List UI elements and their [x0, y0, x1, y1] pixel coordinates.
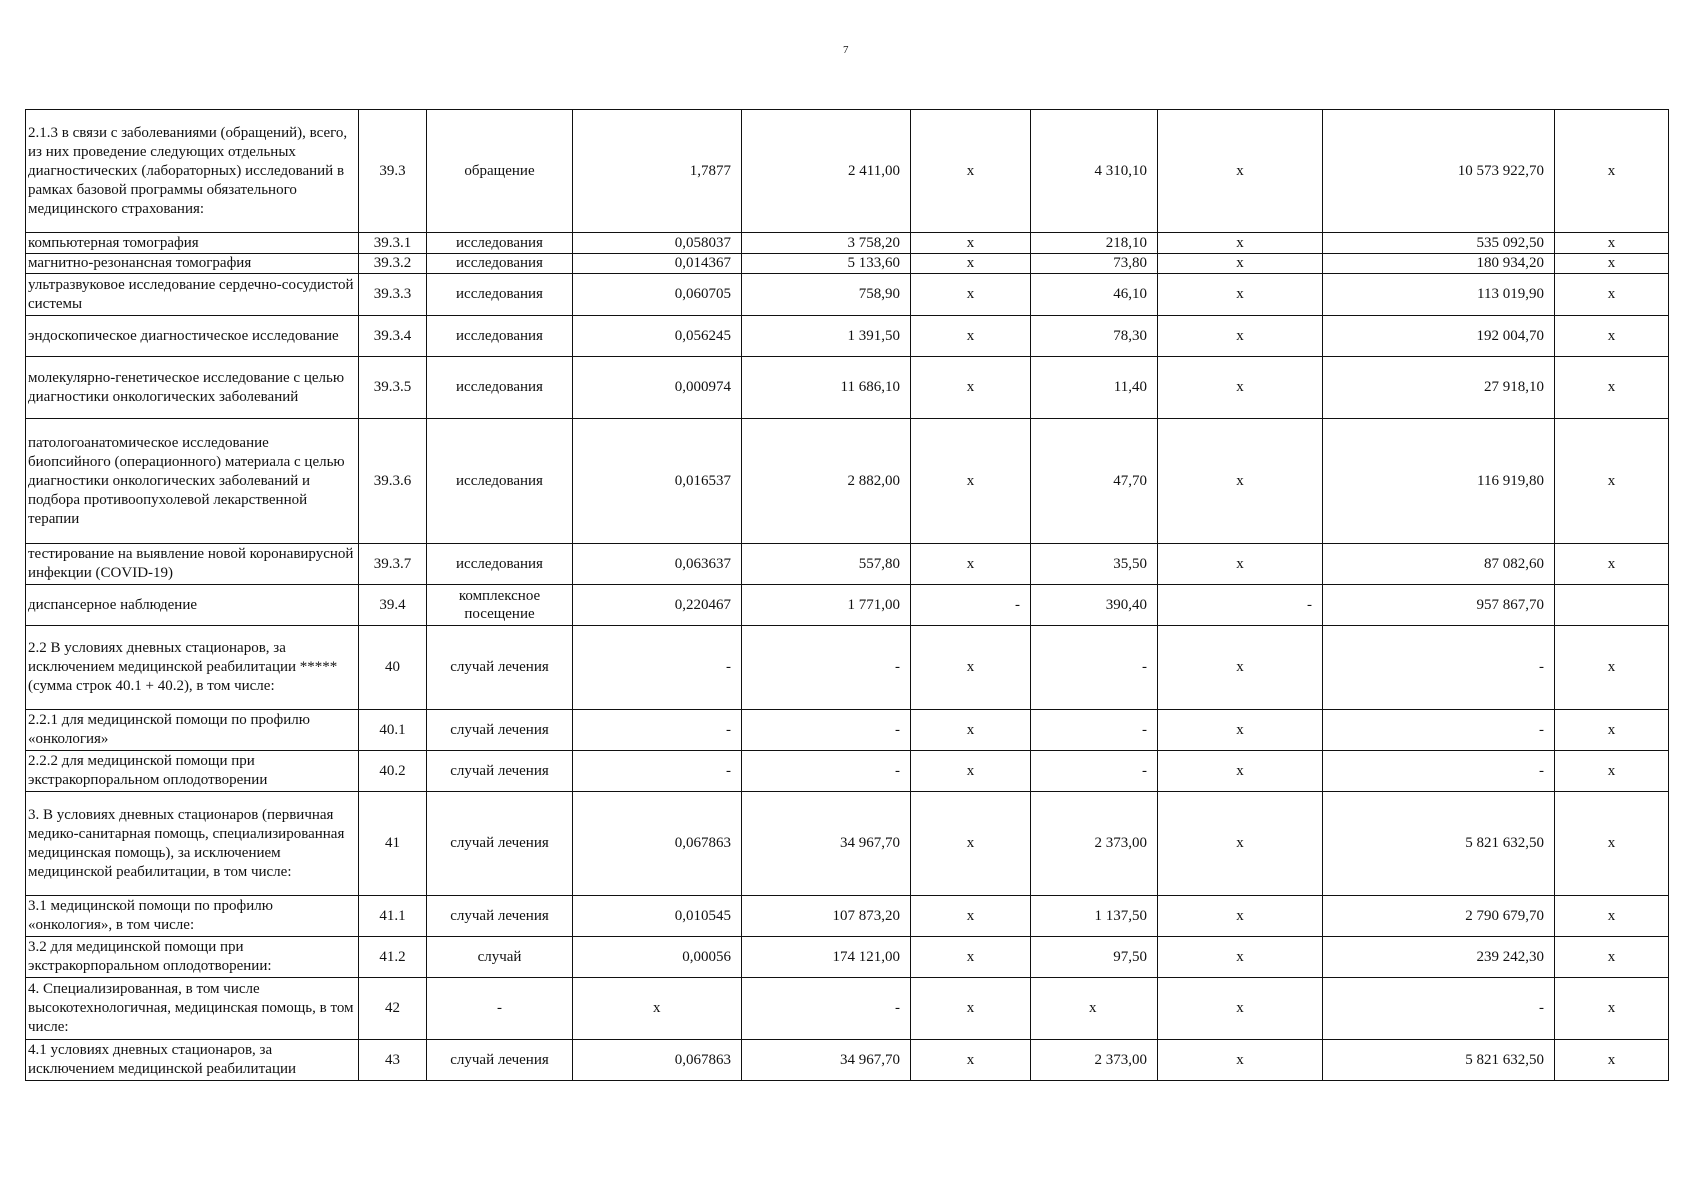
value-cell: x — [911, 233, 1031, 254]
value-cell: 107 873,20 — [742, 896, 911, 937]
value-cell: 0,220467 — [573, 585, 742, 626]
value-cell: x — [1555, 751, 1669, 792]
value-cell: x — [1158, 274, 1323, 316]
value-cell: x — [1158, 710, 1323, 751]
value-cell: x — [1555, 1040, 1669, 1081]
value-cell: x — [1158, 978, 1323, 1040]
value-cell: 0,067863 — [573, 1040, 742, 1081]
row-unit: случай лечения — [427, 710, 573, 751]
value-cell: - — [742, 978, 911, 1040]
table-row — [26, 419, 1669, 544]
table-row — [26, 1040, 1669, 1081]
row-code: 41.2 — [359, 937, 427, 978]
table-row — [26, 710, 1669, 751]
value-cell: 957 867,70 — [1323, 585, 1555, 626]
value-cell: 5 133,60 — [742, 254, 911, 274]
row-name: 4. Специализированная, в том числе высокотехнологичная, медицинская помощь, в том числе: — [26, 978, 359, 1040]
row-name: компьютерная томография — [26, 233, 359, 254]
value-cell: 2 373,00 — [1031, 792, 1158, 896]
value-cell: 557,80 — [742, 544, 911, 585]
value-cell: x — [1555, 274, 1669, 316]
value-cell: x — [911, 751, 1031, 792]
value-cell: x — [911, 110, 1031, 233]
value-cell: 113 019,90 — [1323, 274, 1555, 316]
value-cell: x — [911, 626, 1031, 710]
value-cell: - — [1323, 626, 1555, 710]
value-cell: x — [1555, 896, 1669, 937]
value-cell: 10 573 922,70 — [1323, 110, 1555, 233]
row-name: 4.1 условиях дневных стационаров, за исключением медицинской реабилитации — [26, 1040, 359, 1081]
row-unit: исследования — [427, 274, 573, 316]
value-cell: x — [911, 419, 1031, 544]
table-row — [26, 978, 1669, 1040]
value-cell: x — [1555, 254, 1669, 274]
table-row — [26, 751, 1669, 792]
value-cell: 87 082,60 — [1323, 544, 1555, 585]
row-code: 39.3.1 — [359, 233, 427, 254]
row-unit: исследования — [427, 357, 573, 419]
value-cell: x — [911, 316, 1031, 357]
value-cell: - — [1158, 585, 1323, 626]
value-cell: x — [911, 544, 1031, 585]
table-row — [26, 626, 1669, 710]
value-cell: 535 092,50 — [1323, 233, 1555, 254]
value-cell: x — [1555, 233, 1669, 254]
row-code: 39.3 — [359, 110, 427, 233]
value-cell: 0,063637 — [573, 544, 742, 585]
row-unit: случай лечения — [427, 626, 573, 710]
row-code: 39.3.7 — [359, 544, 427, 585]
row-unit: обращение — [427, 110, 573, 233]
value-cell: 73,80 — [1031, 254, 1158, 274]
row-code: 40 — [359, 626, 427, 710]
value-cell: 11,40 — [1031, 357, 1158, 419]
value-cell: - — [742, 626, 911, 710]
row-name: 2.1.3 в связи с заболеваниями (обращений), всего, из них проведение следующих отдельных диагностических (лабораторных) исследований в рамках базовой программы обязательного медицинского страхования: — [26, 110, 359, 233]
table-row — [26, 254, 1669, 274]
value-cell: 46,10 — [1031, 274, 1158, 316]
value-cell: x — [1158, 419, 1323, 544]
value-cell: x — [1158, 937, 1323, 978]
row-name: 3.1 медицинской помощи по профилю «онкология», в том числе: — [26, 896, 359, 937]
value-cell: - — [1031, 751, 1158, 792]
row-unit: случай лечения — [427, 1040, 573, 1081]
value-cell: 78,30 — [1031, 316, 1158, 357]
value-cell: x — [1555, 792, 1669, 896]
value-cell: 192 004,70 — [1323, 316, 1555, 357]
value-cell: 116 919,80 — [1323, 419, 1555, 544]
value-cell: 5 821 632,50 — [1323, 1040, 1555, 1081]
value-cell: 0,000974 — [573, 357, 742, 419]
value-cell: 0,014367 — [573, 254, 742, 274]
value-cell: - — [573, 710, 742, 751]
value-cell: 47,70 — [1031, 419, 1158, 544]
value-cell: x — [1158, 792, 1323, 896]
row-unit: - — [427, 978, 573, 1040]
value-cell: 1 771,00 — [742, 585, 911, 626]
row-name: тестирование на выявление новой коронавирусной инфекции (COVID-19) — [26, 544, 359, 585]
value-cell: 390,40 — [1031, 585, 1158, 626]
value-cell: 2 790 679,70 — [1323, 896, 1555, 937]
row-code: 41.1 — [359, 896, 427, 937]
row-code: 39.3.4 — [359, 316, 427, 357]
table-row — [26, 233, 1669, 254]
value-cell: 758,90 — [742, 274, 911, 316]
row-name: патологоанатомическое исследование биопсийного (операционного) материала с целью диагностики онкологических заболеваний и подбора противоопухолевой лекарственной терапии — [26, 419, 359, 544]
row-code: 39.3.6 — [359, 419, 427, 544]
value-cell: 0,010545 — [573, 896, 742, 937]
row-code: 39.3.3 — [359, 274, 427, 316]
value-cell: 34 967,70 — [742, 1040, 911, 1081]
value-cell: 180 934,20 — [1323, 254, 1555, 274]
row-name: ультразвуковое исследование сердечно-сосудистой системы — [26, 274, 359, 316]
tariff-table — [25, 109, 1669, 1081]
value-cell: x — [1158, 357, 1323, 419]
value-cell: x — [1555, 357, 1669, 419]
table-row — [26, 316, 1669, 357]
row-name: диспансерное наблюдение — [26, 585, 359, 626]
value-cell: 0,060705 — [573, 274, 742, 316]
row-code: 40.2 — [359, 751, 427, 792]
value-cell: x — [1158, 233, 1323, 254]
value-cell: - — [742, 751, 911, 792]
table-row — [26, 274, 1669, 316]
row-unit: исследования — [427, 233, 573, 254]
value-cell: - — [1323, 978, 1555, 1040]
table-row — [26, 896, 1669, 937]
value-cell: - — [1031, 710, 1158, 751]
row-code: 42 — [359, 978, 427, 1040]
row-unit: случай лечения — [427, 792, 573, 896]
row-unit: исследования — [427, 419, 573, 544]
value-cell: 2 882,00 — [742, 419, 911, 544]
table-row — [26, 110, 1669, 233]
value-cell: x — [1555, 110, 1669, 233]
value-cell: x — [1158, 896, 1323, 937]
value-cell: x — [1158, 254, 1323, 274]
value-cell: x — [1158, 544, 1323, 585]
row-unit: исследования — [427, 254, 573, 274]
value-cell: x — [1158, 1040, 1323, 1081]
value-cell: x — [1158, 316, 1323, 357]
value-cell: - — [1323, 710, 1555, 751]
row-unit: исследования — [427, 316, 573, 357]
row-name: 3. В условиях дневных стационаров (первичная медико-санитарная помощь, специализированная медицинская помощь), за исключением медицинской реабилитации, в том числе: — [26, 792, 359, 896]
row-name: 2.2.2 для медицинской помощи при экстракорпоральном оплодотворении — [26, 751, 359, 792]
value-cell: 239 242,30 — [1323, 937, 1555, 978]
row-unit: случай лечения — [427, 896, 573, 937]
value-cell: 4 310,10 — [1031, 110, 1158, 233]
value-cell: x — [1555, 419, 1669, 544]
row-code: 39.3.2 — [359, 254, 427, 274]
value-cell: - — [1031, 626, 1158, 710]
table-row — [26, 937, 1669, 978]
value-cell: x — [1555, 937, 1669, 978]
row-code: 40.1 — [359, 710, 427, 751]
value-cell: 11 686,10 — [742, 357, 911, 419]
value-cell: 0,056245 — [573, 316, 742, 357]
value-cell: x — [1031, 978, 1158, 1040]
value-cell: x — [1555, 710, 1669, 751]
value-cell: - — [742, 710, 911, 751]
table-row — [26, 357, 1669, 419]
value-cell — [1555, 585, 1669, 626]
row-name: магнитно-резонансная томография — [26, 254, 359, 274]
value-cell: x — [1158, 626, 1323, 710]
value-cell: - — [911, 585, 1031, 626]
table-row — [26, 544, 1669, 585]
row-code: 41 — [359, 792, 427, 896]
value-cell: 218,10 — [1031, 233, 1158, 254]
value-cell: 3 758,20 — [742, 233, 911, 254]
value-cell: x — [1555, 316, 1669, 357]
value-cell: x — [1555, 544, 1669, 585]
value-cell: x — [911, 254, 1031, 274]
value-cell: 97,50 — [1031, 937, 1158, 978]
value-cell: 0,067863 — [573, 792, 742, 896]
value-cell: x — [911, 896, 1031, 937]
table-row — [26, 792, 1669, 896]
value-cell: 0,058037 — [573, 233, 742, 254]
value-cell: x — [1158, 110, 1323, 233]
value-cell: x — [911, 792, 1031, 896]
row-unit: комплексное посещение — [427, 585, 573, 626]
row-name: 2.2 В условиях дневных стационаров, за исключением медицинской реабилитации ***** (сумма строк 40.1 + 40.2), в том числе: — [26, 626, 359, 710]
value-cell: 1,7877 — [573, 110, 742, 233]
row-name: 2.2.1 для медицинской помощи по профилю «онкология» — [26, 710, 359, 751]
value-cell: 2 411,00 — [742, 110, 911, 233]
row-unit: случай лечения — [427, 751, 573, 792]
value-cell: x — [911, 1040, 1031, 1081]
value-cell: - — [573, 626, 742, 710]
value-cell: x — [573, 978, 742, 1040]
value-cell: 5 821 632,50 — [1323, 792, 1555, 896]
value-cell: 0,00056 — [573, 937, 742, 978]
value-cell: x — [911, 357, 1031, 419]
value-cell: x — [1158, 751, 1323, 792]
row-code: 39.3.5 — [359, 357, 427, 419]
value-cell: - — [573, 751, 742, 792]
row-name: эндоскопическое диагностическое исследование — [26, 316, 359, 357]
value-cell: 35,50 — [1031, 544, 1158, 585]
value-cell: x — [1555, 626, 1669, 710]
value-cell: 27 918,10 — [1323, 357, 1555, 419]
value-cell: 1 391,50 — [742, 316, 911, 357]
value-cell: x — [911, 937, 1031, 978]
value-cell: 1 137,50 — [1031, 896, 1158, 937]
value-cell: x — [911, 710, 1031, 751]
page-number: 7 — [843, 44, 849, 56]
value-cell: 174 121,00 — [742, 937, 911, 978]
value-cell: x — [1555, 978, 1669, 1040]
value-cell: 34 967,70 — [742, 792, 911, 896]
value-cell: - — [1323, 751, 1555, 792]
row-name: 3.2 для медицинской помощи при экстракорпоральном оплодотворении: — [26, 937, 359, 978]
row-unit: случай — [427, 937, 573, 978]
value-cell: x — [911, 274, 1031, 316]
value-cell: x — [911, 978, 1031, 1040]
row-unit: исследования — [427, 544, 573, 585]
value-cell: 0,016537 — [573, 419, 742, 544]
table-row — [26, 585, 1669, 626]
row-code: 43 — [359, 1040, 427, 1081]
row-code: 39.4 — [359, 585, 427, 626]
value-cell: 2 373,00 — [1031, 1040, 1158, 1081]
row-name: молекулярно-генетическое исследование с целью диагностики онкологических заболеваний — [26, 357, 359, 419]
